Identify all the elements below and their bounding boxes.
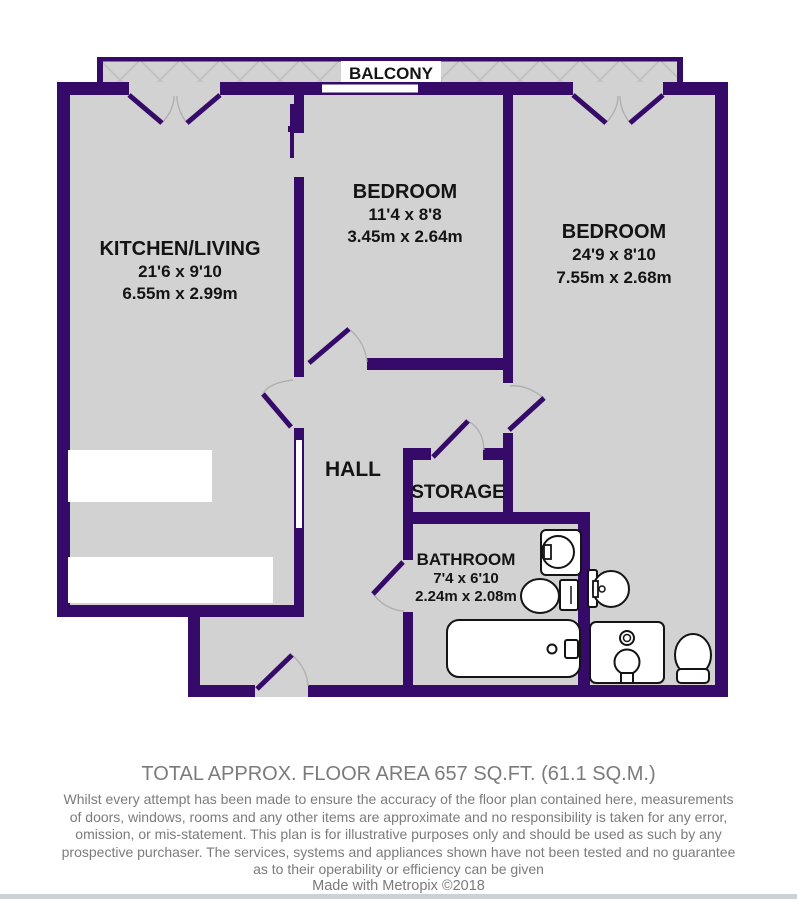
disclaimer-line: of doors, windows, rooms and any other items are approximate and no responsibility is taken for any error, xyxy=(69,808,728,825)
kitchen-hall-opening-rail xyxy=(302,440,304,528)
second-sink-tap xyxy=(593,581,598,597)
wall-bottom xyxy=(308,685,728,697)
wall-top xyxy=(220,82,322,95)
bathroom-label: BATHROOM xyxy=(416,550,516,569)
bedroom1-label: BEDROOM xyxy=(352,181,458,203)
wall-bathroom-left xyxy=(403,612,413,697)
vanity-unit-pedestal xyxy=(621,673,633,683)
vanity-unit-basin xyxy=(615,650,640,675)
kitchen-living-dims-ft: 21'6 x 9'10 xyxy=(138,262,222,281)
vanity-unit-faucet xyxy=(624,635,631,642)
storage-label: STORAGE xyxy=(411,482,505,503)
bedroom1-dims-ft: 11'4 x 8'8 xyxy=(368,205,442,224)
wall-top xyxy=(418,82,573,95)
bathtub-faucet xyxy=(548,645,557,654)
disclaimer-line: as to their operability or efficiency can be given xyxy=(253,861,544,877)
wall-storage-left xyxy=(403,448,413,560)
disclaimer-line: Whilst every attempt has been made to ensure the accuracy of the floor plan contained here, measurements xyxy=(63,791,734,807)
disclaimer-line: prospective purchaser. The services, systems and appliances shown have not been tested and no guarantee xyxy=(61,843,736,860)
bathroom-dims-m: 2.24m x 2.08m xyxy=(415,588,517,605)
bedroom2-dims-ft: 24'9 x 8'10 xyxy=(572,245,656,264)
bathroom-sink-tap xyxy=(544,545,551,559)
kitchen-counter xyxy=(68,557,273,603)
wall-kitchen-hall xyxy=(294,528,304,617)
wall-left xyxy=(57,82,70,617)
kitchen-living-label: KITCHEN/LIVING xyxy=(99,238,261,260)
wall-kitchen-hall-stub xyxy=(294,428,304,440)
bottom-divider xyxy=(0,894,797,899)
kitchen-counter xyxy=(68,450,212,502)
bathtub-tap xyxy=(565,640,578,658)
wall-bedroom2-lower xyxy=(503,433,513,522)
hall-label: HALL xyxy=(325,458,381,481)
balcony-label: BALCONY xyxy=(348,64,434,83)
total-floor-area: TOTAL APPROX. FLOOR AREA 657 SQ.FT. (61.1 SQ.M.) xyxy=(141,763,656,785)
kitchen-hall-opening-rail xyxy=(294,440,296,528)
disclaimer-line: omission, or mis-statement. This plan is for illustrative purposes only and should be used as such by any xyxy=(75,826,722,842)
bedroom1-window-frame xyxy=(322,93,418,96)
wall-step xyxy=(188,605,200,697)
toilet-bowl xyxy=(521,579,559,613)
bathtub xyxy=(447,620,580,677)
toilet-cistern xyxy=(560,580,578,610)
disclaimer xyxy=(0,791,797,879)
second-sink-tap-knob xyxy=(599,586,605,592)
second-toilet-base xyxy=(677,669,709,683)
bedroom1-dims-m: 3.45m x 2.64m xyxy=(347,227,463,246)
wall-kitchen-bedroom1-tick xyxy=(288,126,304,132)
wall-kitchen-bottom xyxy=(57,605,303,617)
bedroom2-label: BEDROOM xyxy=(561,221,667,243)
metropix-credit: Made with Metropix ©2018 xyxy=(312,878,485,894)
wall-bedroom1-bottom xyxy=(367,358,513,370)
wall-right xyxy=(715,82,728,697)
wall-bottom xyxy=(188,685,255,697)
bathroom-dims-ft: 7'4 x 6'10 xyxy=(433,570,499,587)
kitchen-living-dims-m: 6.55m x 2.99m xyxy=(122,284,238,303)
wall-bathroom-top xyxy=(403,512,590,524)
wall-bedroom1-bedroom2 xyxy=(503,95,513,383)
unit-interior xyxy=(57,82,728,697)
wall-kitchen-bedroom1 xyxy=(294,177,304,377)
wall-storage-top xyxy=(483,448,513,460)
bedroom2-dims-m: 7.55m x 2.68m xyxy=(556,268,672,287)
